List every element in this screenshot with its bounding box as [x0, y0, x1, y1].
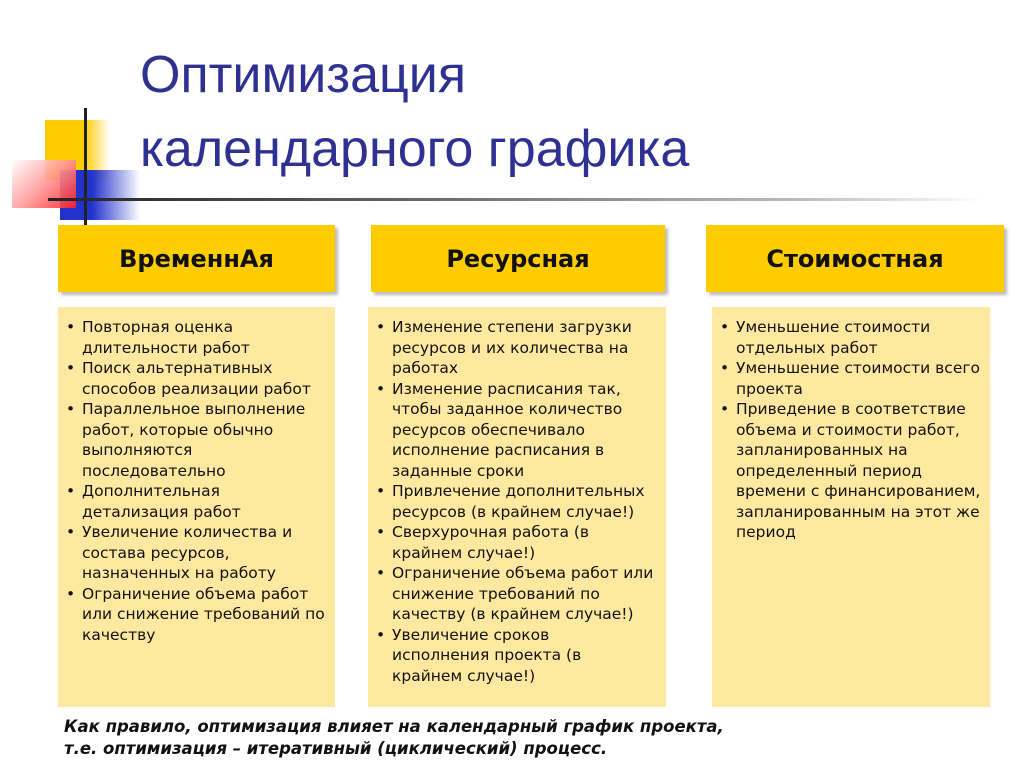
- slide-title: [140, 38, 689, 186]
- list-item: • Привлечение дополнительных ресурсов (в крайнем случае!): [374, 481, 658, 522]
- footnote: [64, 716, 724, 760]
- column-body-cost: [712, 307, 990, 707]
- list-item: • Сверхурочная работа (в крайнем случае!): [374, 522, 658, 563]
- footnote-line: т.е. оптимизация – итеративный (циклический) процесс.: [64, 739, 608, 758]
- title-line: календарного графика: [140, 120, 690, 178]
- column-header-resource: Ресурсная: [371, 225, 665, 292]
- list-item: • Параллельное выполнение работ, которые обычно выполняются последовательно: [64, 399, 327, 481]
- list-item: • Приведение в соответствие объема и стоимости работ, запланированных на определенный период времени с финансированием, запланированным на этот же период: [718, 399, 982, 543]
- column-header-time: ВременнАя: [58, 225, 335, 292]
- list-item: • Изменение степени загрузки ресурсов и их количества на работах: [374, 317, 658, 379]
- column-body-resource: [368, 307, 666, 707]
- column-body-time: [58, 307, 335, 707]
- list-item: • Увеличение количества и состава ресурсов, назначенных на работу: [64, 522, 327, 584]
- column-header-cost: Стоимостная: [706, 225, 1004, 292]
- list-item: • Поиск альтернативных способов реализации работ: [64, 358, 327, 399]
- list-item: • Изменение расписания так, чтобы заданное количество ресурсов обеспечивало исполнение расписания в заданные сроки: [374, 379, 658, 482]
- list-item: • Ограничение объема работ или снижение требований по качеству (в крайнем случае!): [374, 563, 658, 625]
- list-item: • Ограничение объема работ или снижение требований по качеству: [64, 584, 327, 646]
- list-item: • Увеличение сроков исполнения проекта (в крайнем случае!): [374, 625, 658, 687]
- title-underline: [48, 198, 983, 201]
- list-item: • Уменьшение стоимости отдельных работ: [718, 317, 982, 358]
- list-item: • Повторная оценка длительности работ: [64, 317, 327, 358]
- footnote-line: Как правило, оптимизация влияет на календарный график проекта,: [64, 717, 724, 736]
- list-item: • Уменьшение стоимости всего проекта: [718, 358, 982, 399]
- decor-vertical-line: [84, 108, 87, 226]
- title-line: Оптимизация: [140, 46, 467, 104]
- list-item: • Дополнительная детализация работ: [64, 481, 327, 522]
